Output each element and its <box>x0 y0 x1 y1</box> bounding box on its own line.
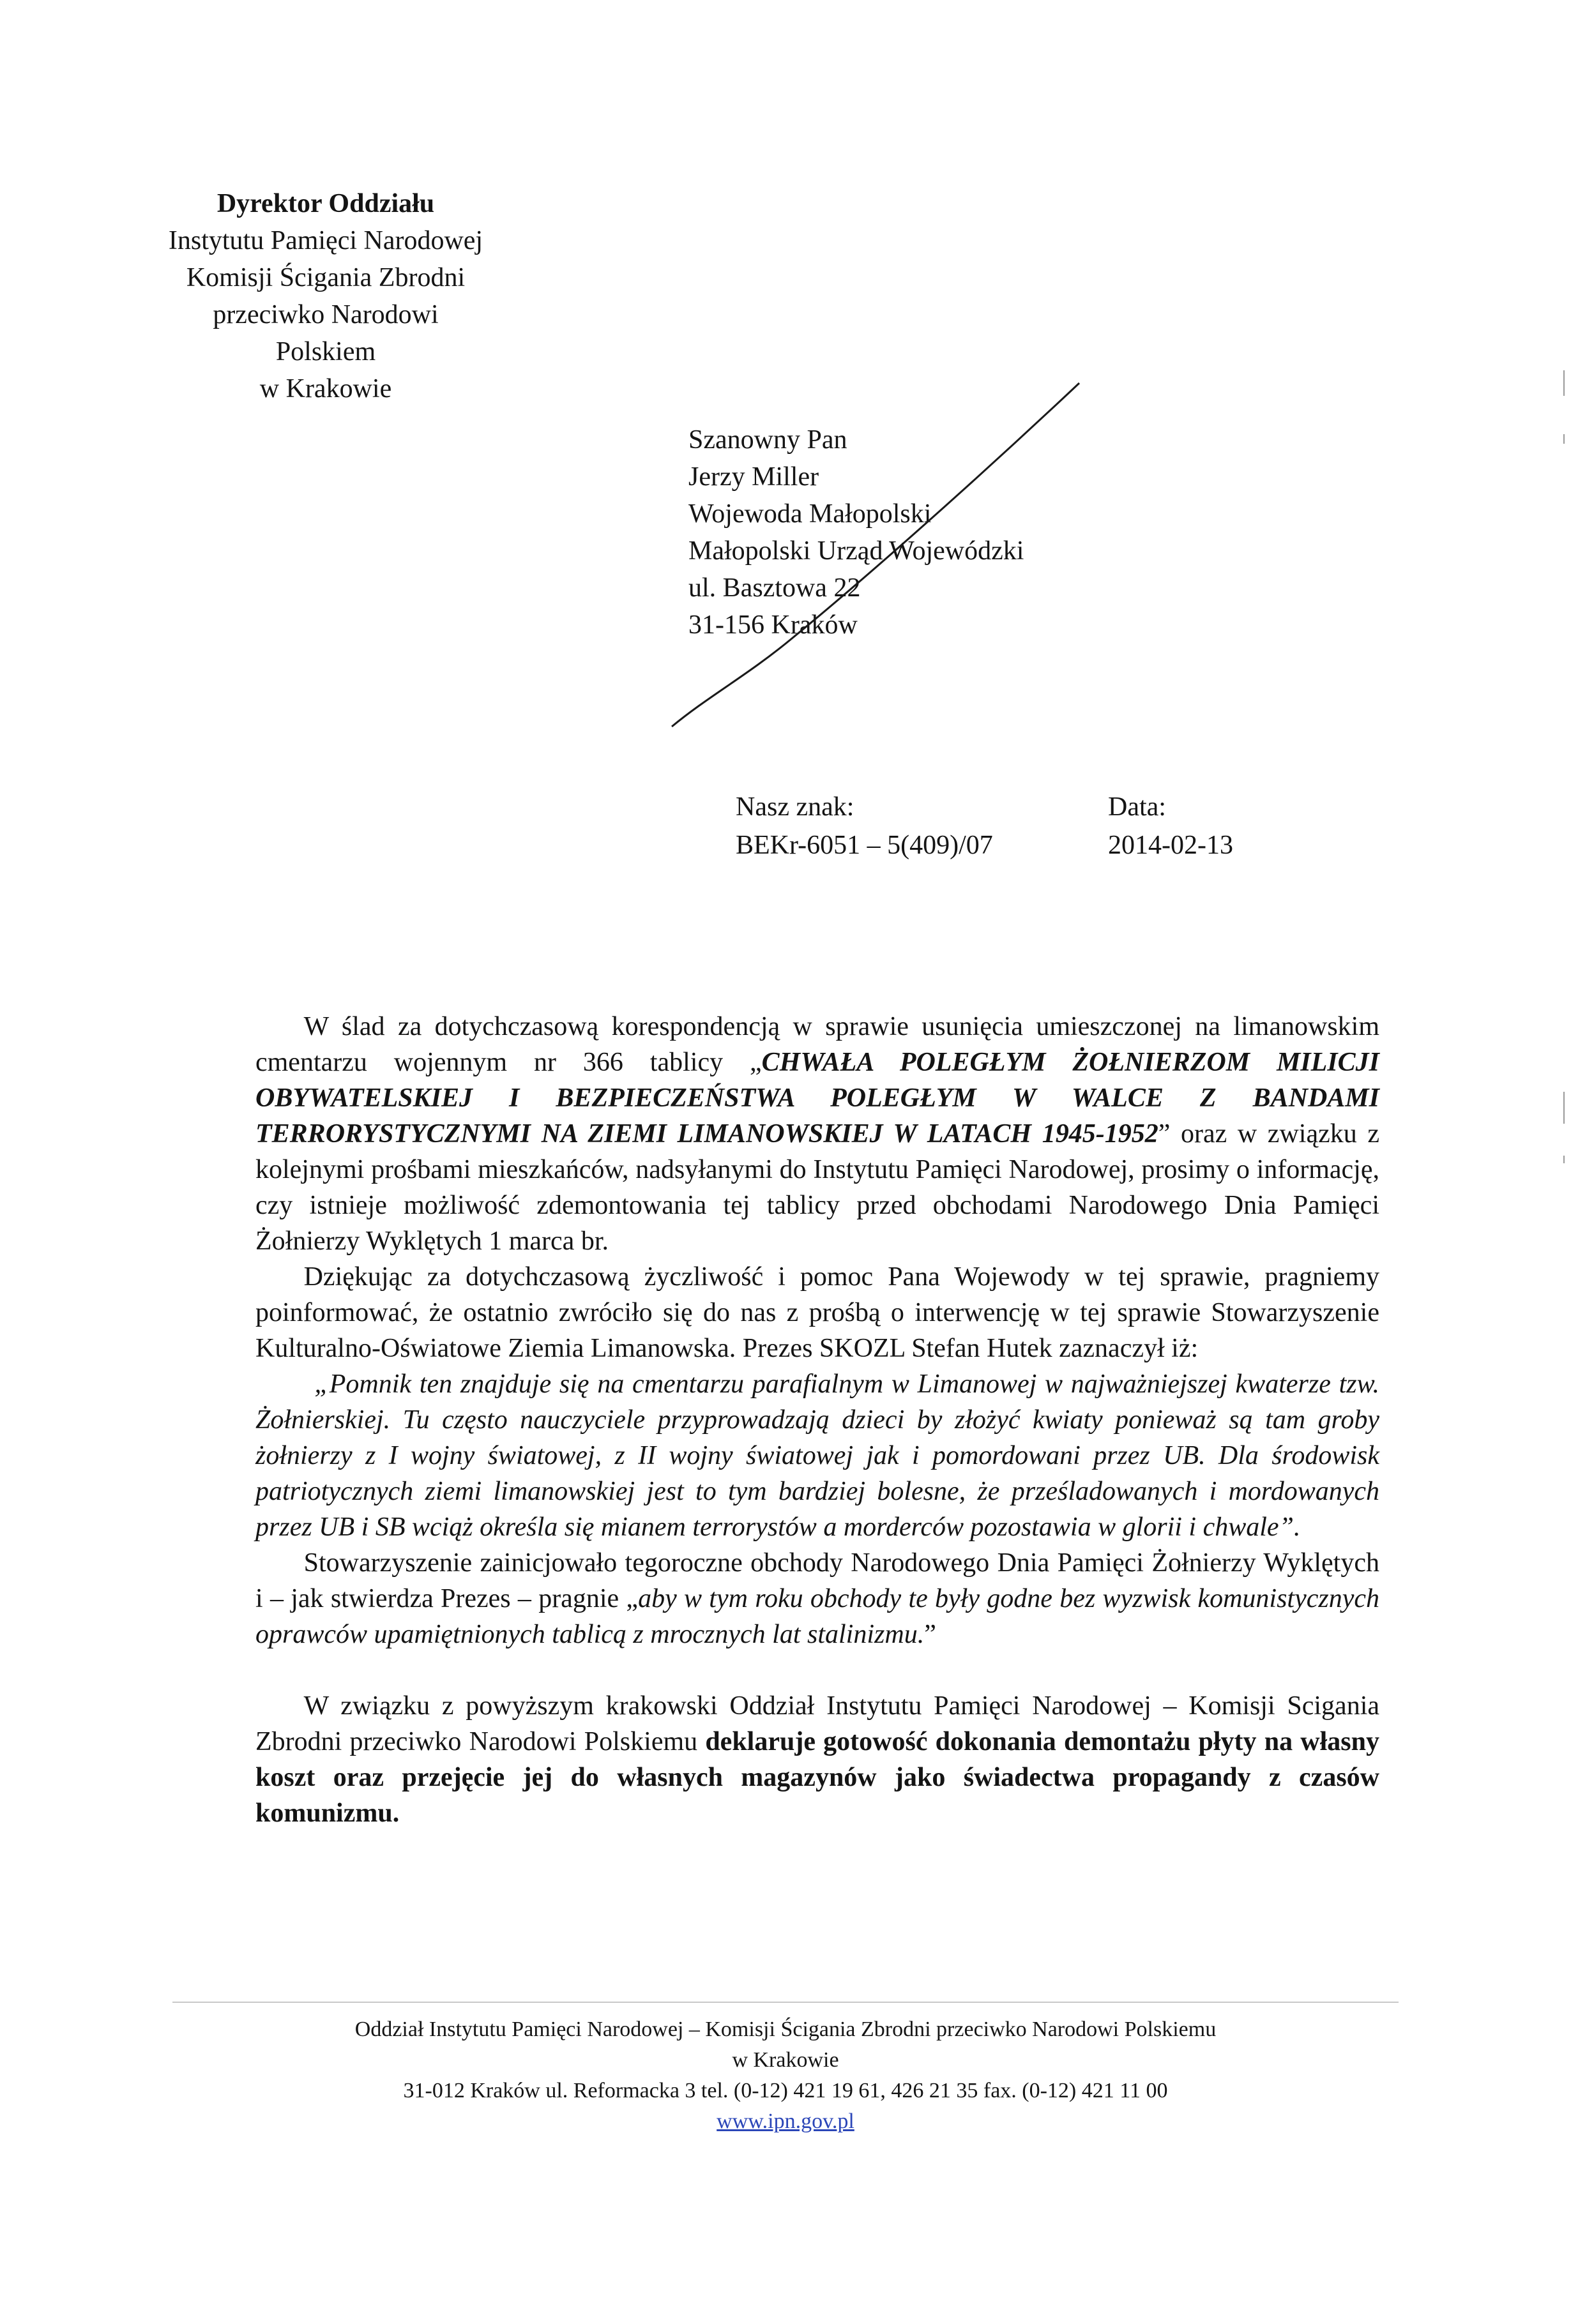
our-reference-value: BEKr-6051 – 5(409)/07 <box>736 831 993 860</box>
plaque-inscription: CHWAŁA POLEGŁYM ŻOŁNIERZOM MILICJI OBYWATELSKIEJ I BEZPIECZEŃSTWA POLEGŁYM W WALCE Z BANDAMI TERRORYSTYCZNYMI NA ZIEMI LIMANOWSKIEJ W LATACH 1945-1952 <box>255 1048 1379 1149</box>
paragraph-1-intro: W ślad za dotychczasową korespondencją w sprawie usunięcia umieszczonej na limanowskim cmentarzu wojennym nr 366 tablicy „ <box>255 1012 1379 1077</box>
sender-institute: Instytutu Pamięci Narodowej <box>168 226 483 255</box>
scan-edge-marks <box>1562 358 1566 1251</box>
our-reference-label: Nasz znak: <box>736 792 854 822</box>
date-label: Data: <box>1108 792 1166 822</box>
paragraph-3-intro: Stowarzyszenie zainicjowało tegoroczne obchody Narodowego Dnia Pamięci Żołnierzy Wyklętych i – jak stwierdza Prezes – pragnie „ <box>255 1548 1379 1613</box>
sender-commission-cont: przeciwko Narodowi Polskiem <box>213 300 439 366</box>
paragraph-4-intro: W związku z powyższym krakowski Oddział Instytutu Pamięci Narodowej – Komisji Scigania Zbrodni przeciwko Narodowi Polskiemu <box>255 1691 1379 1756</box>
sender-commission: Komisji Ścigania Zbrodni <box>186 263 466 292</box>
sender-city: w Krakowie <box>259 374 392 404</box>
footer-institution: Oddział Instytutu Pamięci Narodowej – Komisji Ścigania Zbrodni przeciwko Narodowi Polskiemu <box>354 2018 1217 2041</box>
recipient-postcode-city: 31-156 Kraków <box>688 610 858 640</box>
footer-city: w Krakowie <box>732 2048 839 2072</box>
sender-block <box>166 185 485 407</box>
recipient-salutation: Szanowny Pan <box>688 425 847 455</box>
footer <box>172 2014 1399 2137</box>
letter-body <box>255 1009 1379 1831</box>
paragraph-2: Dziękując za dotychczasową życzliwość i pomoc Pana Wojewody w tej sprawie, pragniemy poinformować, że ostatnio zwróciło się do nas z prośbą o interwencję w tej sprawie Stowarzyszenie Kulturalno-Oświatowe Ziemia Limanowska. Prezes SKOZL Stefan Hutek zaznaczył iż: <box>255 1262 1379 1363</box>
footer-website-link[interactable]: www.ipn.gov.pl <box>717 2109 854 2133</box>
footer-contact: 31-012 Kraków ul. Reformacka 3 tel. (0-12) 421 19 61, 426 21 35 fax. (0-12) 421 11 00 <box>403 2079 1168 2102</box>
declaration-bold: deklaruje gotowość dokonania demontażu płyty na własny koszt oraz przejęcie jej do własnych magazynów jako świadectwa propagandy z czasów komunizmu. <box>255 1727 1379 1828</box>
sender-title: Dyrektor Oddziału <box>216 189 435 218</box>
recipient-office: Małopolski Urząd Wojewódzki <box>688 536 1024 566</box>
paragraph-3-close: ” <box>924 1620 936 1649</box>
paragraph-4 <box>255 1688 1379 1831</box>
recipient-street: ul. Basztowa 22 <box>688 573 861 603</box>
quoted-statement: „Pomnik ten znajduje się na cmentarzu parafialnym w Limanowej w najważniejszej kwaterze tzw. Żołnierskiej. Tu często nauczyciele przyprowadzają dzieci by złożyć kwiaty ponieważ są tam groby żołnierzy z I wojny światowej, z II wojny światowej jak i pomordowani przez UB. Dla środowisk patriotycznych ziemi limanowskiej jest to tym bardziej bolesne, że prześladowanych i mordowanych przez UB i SB wciąż określa się mianem terrorystów a morderców pozostawia w glorii i chwale”. <box>255 1370 1379 1542</box>
paragraph-3-quote: aby w tym roku obchody te były godne bez wyzwisk komunistycznych oprawców upamiętnionych tablicą z mrocznych lat stalinizmu. <box>255 1584 1379 1649</box>
paragraph-1-request: ” oraz w związku z kolejnymi prośbami mieszkańców, nadsyłanymi do Instytutu Pamięci Narodowej, prosimy o informację, czy istnieje możliwość zdemontowania tej tablicy przed obchodami Narodowego Dnia Pamięci Żołnierzy Wyklętych 1 marca br. <box>255 1119 1379 1256</box>
recipient-name: Jerzy Miller <box>688 462 819 492</box>
date-value: 2014-02-13 <box>1108 831 1233 860</box>
recipient-position: Wojewoda Małopolski <box>688 499 932 529</box>
recipient-block <box>688 421 1024 644</box>
paragraph-3 <box>255 1545 1379 1652</box>
footer-divider <box>172 2002 1399 2003</box>
paragraph-1 <box>255 1009 1379 1259</box>
